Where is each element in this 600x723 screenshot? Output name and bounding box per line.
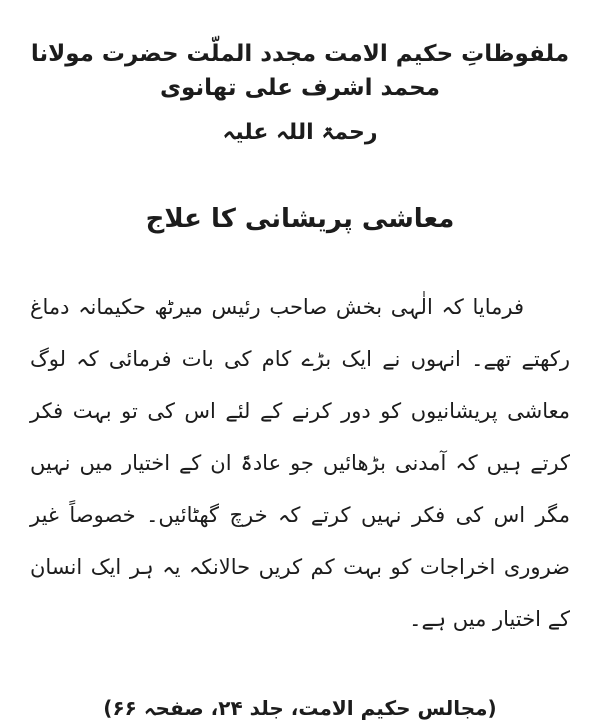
honorific-line: رحمۃ اللہ علیہ [222, 120, 378, 145]
document-title: ملفوظاتِ حکیم الامت مجدد الملّت حضرت مولانا محمد اشرف علی تھانوی [30, 40, 570, 101]
body-paragraph: فرمایا کہ الٰہی بخش صاحب رئیس میرٹھ حکیمانہ دماغ رکھتے تھے۔ انہوں نے ایک بڑے کام کی بات فرمائی کہ لوگ معاشی پریشانیوں کو دور کرنے کے لئے اس کی تو بہت فکر کرتے ہیں کہ آمدنی بڑھائیں جو عادۃً ان کے اختیار میں نہیں مگر اس کی فکر نہیں کرتے کہ خرچ گھٹائیں۔ خصوصاً غیر ضروری اخراجات کو بہت کم کریں حالانکہ یہ ہر ایک انسان کے اختیار میں ہے۔ [30, 294, 570, 631]
section-heading: معاشی پریشانی کا علاج [145, 204, 455, 234]
citation-reference: (مجالس حکیم الامت، جلد ۲۴، صفحہ ۶۶) [103, 695, 497, 720]
